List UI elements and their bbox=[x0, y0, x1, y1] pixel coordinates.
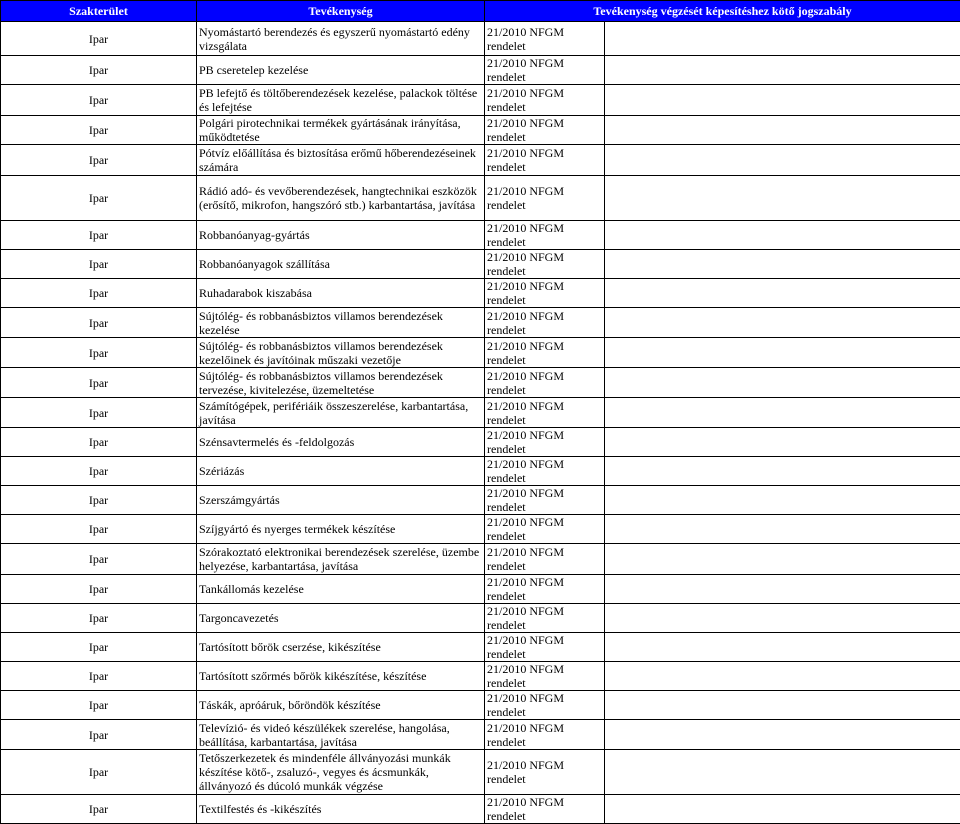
cell-empty bbox=[605, 750, 960, 795]
cell-law: 21/2010 NFGM rendelet bbox=[485, 221, 605, 250]
cell-law: 21/2010 NFGM rendelet bbox=[485, 250, 605, 279]
cell-law: 21/2010 NFGM rendelet bbox=[485, 368, 605, 398]
cell-sector: Ipar bbox=[1, 604, 197, 633]
cell-sector: Ipar bbox=[1, 486, 197, 515]
table-row bbox=[1, 398, 960, 428]
cell-activity: Tetőszerkezetek és mindenféle állványozási munkák készítése kötő-, zsaluzó-, vegyes és ácsmunkák, állványozó és dúcoló munkák végzése bbox=[197, 750, 485, 795]
cell-activity: Televízió- és videó készülékek szerelése, hangolása, beállítása, karbantartása, javítása bbox=[197, 720, 485, 750]
cell-empty bbox=[605, 691, 960, 720]
cell-activity: Sújtólég- és robbanásbiztos villamos berendezések kezelőinek és javítóinak műszaki vezetője bbox=[197, 338, 485, 368]
cell-empty bbox=[605, 544, 960, 575]
cell-law: 21/2010 NFGM rendelet bbox=[485, 116, 605, 145]
cell-empty bbox=[605, 85, 960, 116]
table-row bbox=[1, 428, 960, 457]
cell-law: 21/2010 NFGM rendelet bbox=[485, 457, 605, 486]
cell-sector: Ipar bbox=[1, 691, 197, 720]
cell-activity: Tartósított bőrök cserzése, kikészítése bbox=[197, 633, 485, 662]
cell-sector: Ipar bbox=[1, 85, 197, 116]
cell-activity: Tartósított szőrmés bőrök kikészítése, készítése bbox=[197, 662, 485, 691]
table-row bbox=[1, 604, 960, 633]
cell-empty bbox=[605, 486, 960, 515]
table-row bbox=[1, 795, 960, 824]
cell-law: 21/2010 NFGM rendelet bbox=[485, 85, 605, 116]
cell-law: 21/2010 NFGM rendelet bbox=[485, 22, 605, 56]
cell-law: 21/2010 NFGM rendelet bbox=[485, 486, 605, 515]
cell-sector: Ipar bbox=[1, 145, 197, 176]
cell-activity: Targoncavezetés bbox=[197, 604, 485, 633]
cell-sector: Ipar bbox=[1, 176, 197, 221]
header-law: Tevékenység végzését képesítéshez kötő jogszabály bbox=[485, 1, 960, 22]
cell-sector: Ipar bbox=[1, 22, 197, 56]
table-row bbox=[1, 691, 960, 720]
table-row bbox=[1, 457, 960, 486]
cell-sector: Ipar bbox=[1, 795, 197, 824]
cell-activity: Sújtólég- és robbanásbiztos villamos berendezések kezelése bbox=[197, 308, 485, 338]
header-activity: Tevékenység bbox=[197, 1, 485, 22]
table-row bbox=[1, 575, 960, 604]
cell-activity: Sújtólég- és robbanásbiztos villamos berendezések tervezése, kivitelezése, üzemeltetése bbox=[197, 368, 485, 398]
cell-activity: Szerszámgyártás bbox=[197, 486, 485, 515]
cell-sector: Ipar bbox=[1, 338, 197, 368]
cell-law: 21/2010 NFGM rendelet bbox=[485, 308, 605, 338]
table-row bbox=[1, 720, 960, 750]
cell-activity: Polgári pirotechnikai termékek gyártásának irányítása, működtetése bbox=[197, 116, 485, 145]
table-row bbox=[1, 338, 960, 368]
cell-sector: Ipar bbox=[1, 515, 197, 544]
table-row bbox=[1, 56, 960, 85]
table-body bbox=[1, 22, 960, 824]
cell-sector: Ipar bbox=[1, 308, 197, 338]
cell-activity: Rádió adó- és vevőberendezések, hangtechnikai eszközök (erősítő, mikrofon, hangszóró stb.) karbantartása, javítása bbox=[197, 176, 485, 221]
cell-sector: Ipar bbox=[1, 250, 197, 279]
cell-law: 21/2010 NFGM rendelet bbox=[485, 691, 605, 720]
cell-activity: Táskák, apróáruk, bőröndök készítése bbox=[197, 691, 485, 720]
cell-law: 21/2010 NFGM rendelet bbox=[485, 145, 605, 176]
cell-empty bbox=[605, 116, 960, 145]
cell-empty bbox=[605, 428, 960, 457]
table-row bbox=[1, 750, 960, 795]
cell-activity: Szíjgyártó és nyerges termékek készítése bbox=[197, 515, 485, 544]
cell-empty bbox=[605, 308, 960, 338]
cell-law: 21/2010 NFGM rendelet bbox=[485, 398, 605, 428]
cell-sector: Ipar bbox=[1, 116, 197, 145]
header-sector: Szakterület bbox=[1, 1, 197, 22]
cell-empty bbox=[605, 22, 960, 56]
cell-sector: Ipar bbox=[1, 398, 197, 428]
cell-sector: Ipar bbox=[1, 750, 197, 795]
cell-sector: Ipar bbox=[1, 575, 197, 604]
cell-activity: Robbanóanyag-gyártás bbox=[197, 221, 485, 250]
cell-sector: Ipar bbox=[1, 368, 197, 398]
cell-empty bbox=[605, 795, 960, 824]
cell-law: 21/2010 NFGM rendelet bbox=[485, 604, 605, 633]
table-row bbox=[1, 308, 960, 338]
cell-law: 21/2010 NFGM rendelet bbox=[485, 515, 605, 544]
cell-law: 21/2010 NFGM rendelet bbox=[485, 720, 605, 750]
cell-sector: Ipar bbox=[1, 662, 197, 691]
cell-activity: Robbanóanyagok szállítása bbox=[197, 250, 485, 279]
cell-empty bbox=[605, 662, 960, 691]
table-row bbox=[1, 662, 960, 691]
cell-empty bbox=[605, 250, 960, 279]
cell-empty bbox=[605, 457, 960, 486]
cell-activity: Számítógépek, perifériáik összeszerelése, karbantartása, javítása bbox=[197, 398, 485, 428]
cell-activity: Pótvíz előállítása és biztosítása erőmű hőberendezéseinek számára bbox=[197, 145, 485, 176]
cell-empty bbox=[605, 368, 960, 398]
cell-sector: Ipar bbox=[1, 279, 197, 308]
cell-sector: Ipar bbox=[1, 221, 197, 250]
cell-law: 21/2010 NFGM rendelet bbox=[485, 795, 605, 824]
cell-activity: Ruhadarabok kiszabása bbox=[197, 279, 485, 308]
cell-empty bbox=[605, 56, 960, 85]
cell-empty bbox=[605, 145, 960, 176]
table-row bbox=[1, 85, 960, 116]
table-row bbox=[1, 221, 960, 250]
cell-sector: Ipar bbox=[1, 720, 197, 750]
cell-empty bbox=[605, 720, 960, 750]
cell-law: 21/2010 NFGM rendelet bbox=[485, 428, 605, 457]
cell-law: 21/2010 NFGM rendelet bbox=[485, 176, 605, 221]
cell-empty bbox=[605, 575, 960, 604]
cell-empty bbox=[605, 338, 960, 368]
cell-activity: PB lefejtő és töltőberendezések kezelése, palackok töltése és lefejtése bbox=[197, 85, 485, 116]
table-row bbox=[1, 116, 960, 145]
cell-law: 21/2010 NFGM rendelet bbox=[485, 750, 605, 795]
table-row bbox=[1, 22, 960, 56]
cell-empty bbox=[605, 398, 960, 428]
cell-activity: Tankállomás kezelése bbox=[197, 575, 485, 604]
table-row bbox=[1, 176, 960, 221]
cell-sector: Ipar bbox=[1, 428, 197, 457]
cell-empty bbox=[605, 221, 960, 250]
cell-activity: PB cseretelep kezelése bbox=[197, 56, 485, 85]
cell-activity: Textilfestés és -kikészítés bbox=[197, 795, 485, 824]
cell-activity: Szórakoztató elektronikai berendezések szerelése, üzembe helyezése, karbantartása, javítása bbox=[197, 544, 485, 575]
cell-sector: Ipar bbox=[1, 56, 197, 85]
cell-law: 21/2010 NFGM rendelet bbox=[485, 575, 605, 604]
cell-sector: Ipar bbox=[1, 457, 197, 486]
cell-law: 21/2010 NFGM rendelet bbox=[485, 56, 605, 85]
cell-empty bbox=[605, 176, 960, 221]
table-row bbox=[1, 486, 960, 515]
header-row bbox=[1, 1, 960, 22]
cell-law: 21/2010 NFGM rendelet bbox=[485, 544, 605, 575]
cell-empty bbox=[605, 604, 960, 633]
table-row bbox=[1, 145, 960, 176]
table-row bbox=[1, 544, 960, 575]
table-row bbox=[1, 368, 960, 398]
table-row bbox=[1, 279, 960, 308]
cell-law: 21/2010 NFGM rendelet bbox=[485, 662, 605, 691]
cell-activity: Nyomástartó berendezés és egyszerű nyomástartó edény vizsgálata bbox=[197, 22, 485, 56]
table-row bbox=[1, 250, 960, 279]
cell-activity: Szériázás bbox=[197, 457, 485, 486]
cell-law: 21/2010 NFGM rendelet bbox=[485, 633, 605, 662]
cell-sector: Ipar bbox=[1, 633, 197, 662]
cell-law: 21/2010 NFGM rendelet bbox=[485, 279, 605, 308]
cell-empty bbox=[605, 633, 960, 662]
cell-law: 21/2010 NFGM rendelet bbox=[485, 338, 605, 368]
table-row bbox=[1, 633, 960, 662]
cell-activity: Szénsavtermelés és -feldolgozás bbox=[197, 428, 485, 457]
cell-sector: Ipar bbox=[1, 544, 197, 575]
table-row bbox=[1, 515, 960, 544]
cell-empty bbox=[605, 279, 960, 308]
cell-empty bbox=[605, 515, 960, 544]
